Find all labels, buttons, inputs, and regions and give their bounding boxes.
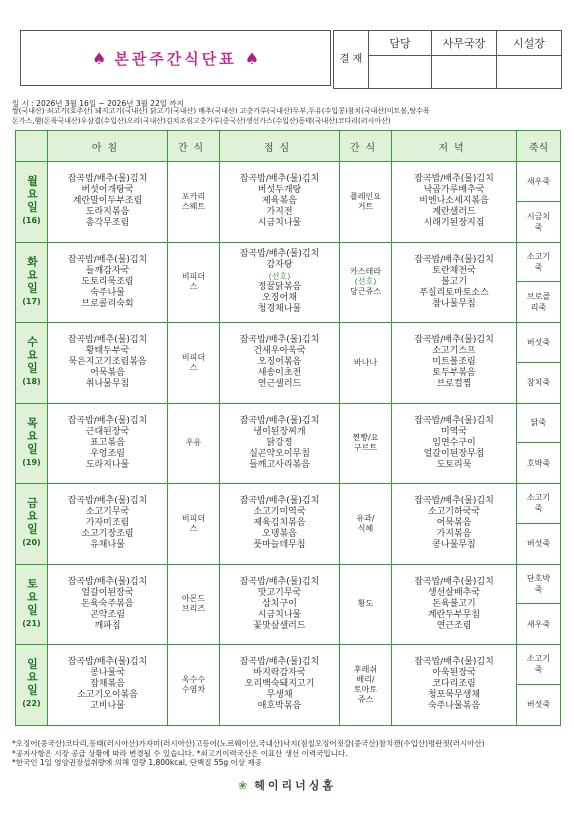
dinner-cell-line: 콩나물무침 <box>432 540 476 551</box>
dinner-cell-line: 숙주나물볶음 <box>427 701 481 712</box>
day-label-cell <box>16 645 48 726</box>
dinner-cell <box>392 564 517 645</box>
porridge-text: 호박죽 <box>526 458 551 468</box>
breakfast-cell-line: 묵은지고기조림볶음 <box>68 357 147 368</box>
porridge-text: 버섯죽 <box>526 539 551 549</box>
column-header: 간식 <box>168 131 220 162</box>
breakfast-cell-line: 콩나물국 <box>90 668 125 679</box>
breakfast-cell-line: 잡채볶음 <box>90 679 125 690</box>
approval-col-3: 시설장 <box>497 31 562 56</box>
dinner-cell <box>392 403 517 484</box>
day-label: 화요일 <box>25 255 39 295</box>
dinner-cell <box>392 484 517 565</box>
day-label: 일요일 <box>25 658 39 698</box>
snack-cell-line: 황도 <box>357 599 374 609</box>
footer-notes <box>12 739 568 768</box>
snack-cell <box>340 484 392 565</box>
dinner-cell-line: 연근조림 <box>436 620 472 631</box>
approval-sign-3[interactable] <box>497 56 562 89</box>
snack-cell-line: 스 <box>189 282 198 292</box>
breakfast-cell <box>48 403 168 484</box>
lunch-cell-line: 청경채나물 <box>257 304 302 315</box>
lunch-cell-line: 풋마늘데무침 <box>253 540 306 551</box>
breakfast-cell-line: 깨파침 <box>94 620 121 631</box>
approval-label: 결 재 <box>334 31 369 89</box>
lunch-cell-line: 맛고기무국 <box>257 587 302 598</box>
snack-cell-line: 포카리 <box>181 191 206 201</box>
lunch-cell-line: 건새우아욱국 <box>253 346 306 357</box>
snack-cell-line: 스 <box>189 523 198 533</box>
dinner-cell-line: 소고기하국국 <box>427 507 481 518</box>
dinner-cell-line: 잡곡밥/배추(물)김치 <box>414 254 494 265</box>
breakfast-cell-line: 소고기오이볶음 <box>77 690 138 701</box>
porridge-item <box>517 162 560 202</box>
porridge-item <box>517 604 560 644</box>
porridge-cell <box>517 645 561 726</box>
day-row <box>16 564 561 645</box>
snack-cell <box>340 403 392 484</box>
breakfast-cell-line: 버섯어개탕국 <box>81 185 134 196</box>
snack-cell <box>168 162 220 243</box>
day-label: 수요일 <box>25 336 39 376</box>
dinner-cell-line: 가지볶음 <box>436 529 472 540</box>
breakfast-cell <box>48 323 168 404</box>
lunch-cell <box>220 242 340 323</box>
lunch-cell-line: 감자탕 <box>266 260 293 271</box>
snack-cell-line: 식혜 <box>357 523 374 533</box>
snack-cell <box>168 645 220 726</box>
lunch-cell-line: 꽃맛살샐러드 <box>253 620 306 631</box>
dinner-cell-line: 임연수구이 <box>432 437 476 448</box>
snack-cell-line: 유과/ <box>356 513 375 523</box>
snack-cell-line: 스 <box>189 362 198 372</box>
dinner-cell-line: 시래기된장지짐 <box>423 218 485 229</box>
column-header: 죽식 <box>517 131 561 162</box>
lunch-cell-line: 새송이초전 <box>257 368 302 379</box>
breakfast-cell-line: 숙주나물 <box>90 287 125 298</box>
dinner-cell-line: 얼갈이된장무침 <box>423 448 485 459</box>
snack-cell-line: 베리/ <box>356 674 375 684</box>
approval-table <box>333 30 562 89</box>
day-label: 목요일 <box>25 416 39 456</box>
lunch-note: (선호) <box>268 272 291 282</box>
dinner-cell-line: 잡곡밥/배추(물)김치 <box>414 576 494 587</box>
breakfast-cell-line: 고비나물 <box>90 701 125 712</box>
snack-cell <box>168 403 220 484</box>
snack-cell <box>168 242 220 323</box>
porridge-item <box>517 645 560 685</box>
breakfast-cell-line: 잡곡밥/배추(물)김치 <box>67 657 148 668</box>
page-title: 본관주간식단표 <box>114 49 237 68</box>
day-label-cell <box>16 162 48 243</box>
spade-icon: ♠ <box>91 48 107 68</box>
porridge-cell <box>517 323 561 404</box>
approval-col-1: 담당 <box>369 31 432 56</box>
lunch-cell <box>220 323 340 404</box>
dinner-cell-line: 낙곱가루배추국 <box>423 185 485 196</box>
porridge-cell <box>517 242 561 323</box>
dinner-cell-line: 잡곡밥/배추(물)김치 <box>414 174 494 185</box>
lunch-cell-line: 소고기미역국 <box>253 507 306 518</box>
breakfast-cell <box>48 484 168 565</box>
breakfast-cell-line: 브로콜리숙회 <box>81 298 134 309</box>
breakfast-cell-line: 잡곡밥/배추(물)김치 <box>67 174 148 185</box>
snack-cell-line: 토마토 <box>353 684 378 694</box>
porridge-text: 소고기죽 <box>526 654 551 675</box>
snack-cell-line: 비피더 <box>181 272 206 282</box>
snack-cell-line: 비피더 <box>181 352 206 362</box>
breakfast-cell-line: 잡곡밥/배추(물)김치 <box>67 576 148 587</box>
breakfast-cell-line: 근대된장국 <box>85 426 130 437</box>
snack-cell-line: 쥬스 <box>357 694 374 704</box>
porridge-item <box>517 404 560 444</box>
column-header: 아침 <box>48 131 168 162</box>
day-row <box>16 484 561 565</box>
lunch-cell <box>220 564 340 645</box>
footer-line: *한국인 1일 영양권장섭취량에 의해 열량 1,800kcal, 단백질 55g 이상 제공 <box>12 758 262 767</box>
lunch-cell-line: 바지락감자국 <box>253 668 306 679</box>
day-label-cell <box>16 564 48 645</box>
snack-cell <box>340 323 392 404</box>
dinner-cell-line: 계란두부무침 <box>427 609 481 620</box>
snack-cell-line: 구르트 <box>353 443 378 453</box>
snack-cell <box>340 564 392 645</box>
porridge-text: 소고기죽 <box>526 251 551 272</box>
day-label: 금요일 <box>25 497 39 537</box>
dinner-cell-line: 잡곡밥/배추(물)김치 <box>414 657 494 668</box>
lunch-cell-line: 시금치나물 <box>257 609 302 620</box>
day-label-cell <box>16 323 48 404</box>
snack-cell-line: 수염차 <box>181 684 206 694</box>
breakfast-cell-line: 잡곡밥/배추(물)김치 <box>67 415 148 426</box>
day-row <box>16 645 561 726</box>
snack-cell <box>168 323 220 404</box>
day-row <box>16 242 561 323</box>
dinner-cell-line: 코다리조림 <box>432 679 476 690</box>
porridge-cell <box>517 162 561 243</box>
lunch-cell-line: 오징어채 <box>262 293 297 304</box>
snack-cell <box>168 484 220 565</box>
snack-cell-line: 브리즈 <box>181 604 206 614</box>
logo <box>0 777 574 793</box>
lunch-cell-line: 정꿀닭볶음 <box>257 282 302 293</box>
day-row <box>16 162 561 243</box>
snack-cell-line: (선호) <box>354 277 377 287</box>
lunch-cell-line: 오징어볶음 <box>257 357 302 368</box>
porridge-text: 새우죽 <box>526 176 551 186</box>
day-label-cell <box>16 403 48 484</box>
dinner-cell-line: 토두부볶음 <box>432 368 476 379</box>
dinner-cell-line: 소고기스프 <box>432 346 476 357</box>
day-date: (18) <box>22 377 41 387</box>
dinner-cell-line: 미역국 <box>440 426 468 437</box>
porridge-item <box>517 323 560 363</box>
breakfast-cell-line: 돈육숙주볶음 <box>81 598 134 609</box>
spade-icon: ♠ <box>244 48 260 68</box>
snack-cell-line: 우유 <box>185 438 202 448</box>
porridge-text: 참치죽 <box>526 378 551 388</box>
leaf-icon: ❀ <box>238 779 251 792</box>
lunch-cell-line: 제육김치볶음 <box>253 518 306 529</box>
breakfast-cell <box>48 162 168 243</box>
dinner-cell-line: 불고기 <box>440 276 468 287</box>
day-date: (22) <box>22 699 41 709</box>
porridge-text: 닭죽 <box>530 418 547 428</box>
origin-line-1: 쌀(국내산) 쇠고기(호주산) 돼지고기(국내산) 닭고기(국내산) 배추(국내산) 고춧가루(국내산)두부,두유(수입콩)참치(국내산)미트볼,탕수육 <box>12 107 430 115</box>
lunch-cell-line: 잡곡밥/배추(물)김치 <box>239 174 320 185</box>
lunch-cell-line: 닭강정 <box>266 437 293 448</box>
period-text: 일 시 : 2026년 3월 16일 ~ 2026년 3월 22일 까지 <box>12 99 184 108</box>
lunch-cell <box>220 484 340 565</box>
breakfast-cell-line: 얼갈이된장국 <box>81 587 134 598</box>
dinner-cell-line: 계란샐러드 <box>432 207 476 218</box>
lunch-cell-line: 잡곡밥/배추(물)김치 <box>239 657 320 668</box>
approval-sign-2[interactable] <box>432 56 497 89</box>
day-label: 토요일 <box>25 577 39 617</box>
day-date: (19) <box>22 457 41 467</box>
breakfast-cell-line: 도라지볶음 <box>85 207 130 218</box>
breakfast-cell-line: 가자미조림 <box>85 518 130 529</box>
lunch-cell-line: 제육볶음 <box>262 196 297 207</box>
lunch-cell-line: 냉이된장찌개 <box>253 426 306 437</box>
lunch-cell-line: 연근샐러드 <box>257 379 302 390</box>
snack-cell <box>340 242 392 323</box>
dinner-cell-line: 토란채전국 <box>432 265 476 276</box>
dinner-cell-line: 돈육불고기 <box>432 598 476 609</box>
breakfast-cell <box>48 242 168 323</box>
snack-cell-line: 스웨트 <box>181 201 206 211</box>
column-header: 간식 <box>340 131 392 162</box>
porridge-text: 버섯죽 <box>526 700 551 710</box>
lunch-cell-line: 잡곡밥/배추(물)김치 <box>239 415 320 426</box>
dinner-cell <box>392 645 517 726</box>
snack-cell-line: 바나나 <box>353 357 378 367</box>
lunch-cell-line: 들깨고사리볶음 <box>249 459 310 470</box>
porridge-item <box>517 484 560 524</box>
snack-cell <box>340 645 392 726</box>
breakfast-cell-line: 소고기장조림 <box>81 529 134 540</box>
day-row <box>16 403 561 484</box>
breakfast-cell-line: 총각무조림 <box>85 218 130 229</box>
snack-cell-line: 찐빵/요 <box>352 433 379 443</box>
dinner-cell-line: 잡곡밥/배추(물)김치 <box>414 335 494 346</box>
snack-cell-line: 옥수수 <box>181 674 206 684</box>
porridge-item <box>517 565 560 605</box>
snack-cell-line: 비피더 <box>181 513 206 523</box>
porridge-item <box>517 443 560 483</box>
approval-col-2: 사무국장 <box>432 31 497 56</box>
snack-cell <box>168 564 220 645</box>
dinner-cell-line: 도토리묵 <box>436 459 472 470</box>
lunch-cell-line: 버섯두개탕 <box>257 185 302 196</box>
lunch-cell <box>220 403 340 484</box>
breakfast-cell-line: 잡곡밥/배추(물)김치 <box>67 335 148 346</box>
breakfast-cell-line: 도토리묵조림 <box>81 276 134 287</box>
porridge-cell <box>517 484 561 565</box>
lunch-cell-line: 잡곡밥/배추(물)김치 <box>239 576 320 587</box>
porridge-item <box>517 524 560 564</box>
porridge-item <box>517 363 560 403</box>
porridge-text: 브로콜리죽 <box>526 292 551 313</box>
breakfast-cell-line: 유채나물 <box>90 540 125 551</box>
porridge-text: 새우죽 <box>526 619 551 629</box>
title-box <box>20 30 331 86</box>
lunch-cell-line: 시금치나물 <box>257 218 302 229</box>
menu-table <box>15 130 561 726</box>
approval-sign-1[interactable] <box>369 56 432 89</box>
lunch-cell <box>220 645 340 726</box>
lunch-cell-line: 잡곡밥/배추(물)김치 <box>239 496 320 507</box>
dinner-cell <box>392 162 517 243</box>
breakfast-cell-line: 도라지나물 <box>85 459 130 470</box>
snack-cell-line: 거트 <box>357 201 374 211</box>
breakfast-cell-line: 잡곡밥/배추(물)김치 <box>67 496 148 507</box>
dinner-cell-line: 미트볼조림 <box>432 357 476 368</box>
column-header: 점심 <box>220 131 340 162</box>
breakfast-cell-line: 계란말이두부조림 <box>72 196 143 207</box>
porridge-text: 시금치죽 <box>526 211 551 232</box>
porridge-item <box>517 282 560 322</box>
breakfast-cell-line: 우엉조림 <box>90 448 125 459</box>
breakfast-cell-line: 취나물무침 <box>85 379 130 390</box>
lunch-cell-line: 삼치구이 <box>262 598 297 609</box>
dinner-cell <box>392 323 517 404</box>
breakfast-cell-line: 들깨감자국 <box>85 265 130 276</box>
breakfast-cell <box>48 564 168 645</box>
dinner-cell-line: 아욱된장국 <box>432 668 476 679</box>
dinner-cell-line: 푸실리토마토소스 <box>419 287 489 298</box>
snack-cell-line: 아몬드 <box>181 594 206 604</box>
snack-cell-line: 후레쉬 <box>353 664 378 674</box>
footer-line: *공지사항은 시장 공급 상황에 따라 변경될 수 있습니다. *쇠고기이력국산은 이표산 생선 이력국입니다. <box>12 748 348 758</box>
column-header: 저녁 <box>392 131 517 162</box>
dinner-cell-line: 청포묵무생채 <box>427 690 481 701</box>
snack-cell <box>340 162 392 243</box>
day-row <box>16 323 561 404</box>
dinner-cell-line: 잡곡밥/배추(물)김치 <box>414 496 494 507</box>
dinner-cell-line: 참나물무침 <box>432 298 476 309</box>
dinner-cell-line: 잡곡밥/배추(물)김치 <box>414 415 494 426</box>
lunch-cell-line: 잡곡밥/배추(물)김치 <box>239 335 320 346</box>
breakfast-cell-line: 잡곡밥/배추(물)김치 <box>67 254 148 265</box>
day-label: 월요일 <box>25 175 39 215</box>
porridge-text: 버섯죽 <box>526 337 551 347</box>
origin-line-2: 돈가스,햄(돈육국내산)우삼겹(수입산)오리(국내산)김치조림고춧가루(중국산)생선가스(수입산)동태(국내산)코다리(러시아산) <box>12 117 391 125</box>
porridge-text: 단호박죽 <box>526 573 551 594</box>
dinner-cell-line: 브로컬찜 <box>436 379 472 390</box>
corner-cell <box>16 131 48 162</box>
lunch-cell <box>220 162 340 243</box>
snack-cell-line: 당근쥬스 <box>350 287 381 297</box>
dinner-cell-line: 생선살배추국 <box>427 587 481 598</box>
snack-cell-line: 카스테라 <box>350 267 381 277</box>
breakfast-cell-line: 황태두부국 <box>85 346 130 357</box>
day-date: (21) <box>22 618 41 628</box>
lunch-cell-line: 잡곡밥/배추(물)김치 <box>239 249 320 260</box>
day-date: (17) <box>22 296 41 306</box>
day-date: (20) <box>22 538 41 548</box>
day-label-cell <box>16 242 48 323</box>
lunch-cell-line: 실곤약오이무침 <box>249 448 310 459</box>
porridge-cell <box>517 403 561 484</box>
lunch-cell-line: 가지전 <box>266 207 293 218</box>
logo-text: 헤이리너싱홈 <box>254 779 336 792</box>
breakfast-cell <box>48 645 168 726</box>
porridge-text: 소고기죽 <box>526 493 551 514</box>
breakfast-cell-line: 표고볶음 <box>90 437 125 448</box>
lunch-cell-line: 애호박볶음 <box>257 701 302 712</box>
porridge-item <box>517 202 560 242</box>
day-label-cell <box>16 484 48 565</box>
porridge-cell <box>517 564 561 645</box>
breakfast-cell-line: 어묵볶음 <box>90 368 125 379</box>
porridge-item <box>517 243 560 283</box>
footer-line: *오징어(중국산)코다리,동태(러시아산)가자미(러시아산)고등어(노르웨이산,국내산)낙지(점칠오징어젓갈(중국산)참치캔(수입산)명란젓(러시아산) <box>12 739 485 748</box>
porridge-item <box>517 685 560 725</box>
breakfast-cell-line: 소고기무국 <box>85 507 130 518</box>
dinner-cell-line: 어묵볶음 <box>436 518 472 529</box>
day-date: (16) <box>22 216 41 226</box>
snack-cell-line: 플레인요 <box>350 191 381 201</box>
dinner-cell-line: 비엔나소세지볶음 <box>419 196 489 207</box>
lunch-cell-line: 무생채 <box>266 690 293 701</box>
breakfast-cell-line: 곤약조림 <box>90 609 125 620</box>
lunch-cell-line: 오리백숙돼지고기 <box>244 679 315 690</box>
lunch-cell-line: 오뎅볶음 <box>262 529 297 540</box>
dinner-cell <box>392 242 517 323</box>
